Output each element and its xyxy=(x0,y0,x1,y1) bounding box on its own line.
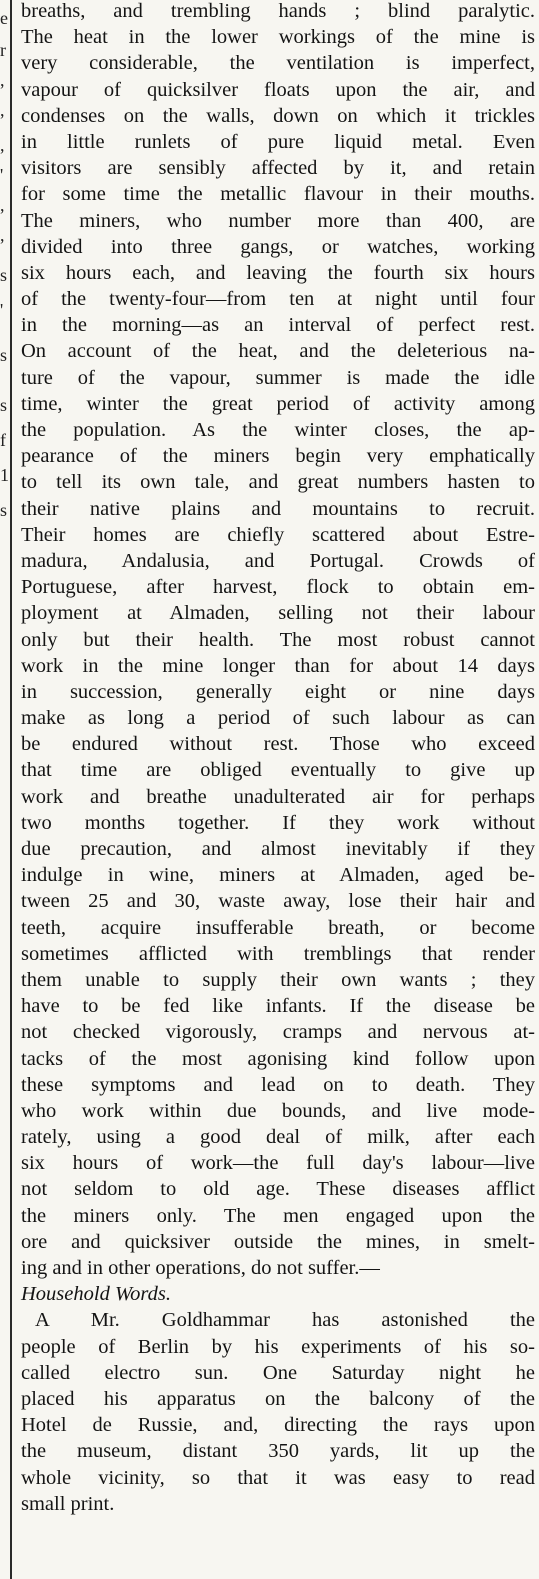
text-line: in succession, generally eight or nine days xyxy=(21,680,535,703)
margin-fragment: s xyxy=(0,500,8,520)
text-line: teeth, acquire insufferable breath, or become xyxy=(21,916,535,939)
text-line: very considerable, the ventilation is imperfect, xyxy=(21,52,535,75)
text-line: make as long a period of such labour as can xyxy=(21,707,535,730)
text-line: On account of the heat, and the deleterious na- xyxy=(21,340,535,363)
text-line: Portuguese, after harvest, flock to obtain em- xyxy=(21,576,535,599)
text-line: whole vicinity, so that it was easy to read xyxy=(21,1466,535,1489)
text-line: in little runlets of pure liquid metal. Even xyxy=(21,130,535,153)
margin-fragment: , xyxy=(0,135,5,155)
margin-fragment: s xyxy=(0,395,8,415)
margin-fragment: s xyxy=(0,265,8,285)
text-line: work and breathe unadulterated air for perhaps xyxy=(21,785,535,808)
text-line: indulge in wine, miners at Almaden, aged be- xyxy=(21,864,535,887)
margin-fragment: , xyxy=(0,225,5,245)
text-line: the miners only. The men engaged upon the xyxy=(21,1204,535,1227)
text-line: Their homes are chiefly scattered about Estre- xyxy=(21,523,535,546)
text-line: small print. xyxy=(21,1492,115,1515)
text-line: vapour of quicksilver floats upon the air, and xyxy=(21,78,535,101)
paragraph-electro-sun xyxy=(21,1307,535,1517)
text-line: ing and in other operations, do not suffer.— xyxy=(21,1257,380,1279)
text-line: divided into three gangs, or watches, working xyxy=(21,235,535,258)
text-line: six hours of work—the full day's labour—live xyxy=(21,1152,535,1175)
text-line: not seldom to old age. These diseases afflict xyxy=(21,1178,535,1201)
text-line: ore and quicksiver outside the mines, in smelt- xyxy=(21,1230,535,1253)
text-line: people of Berlin by his experiments of his so- xyxy=(21,1335,535,1358)
text-line: tacks of the most agonising kind follow upon xyxy=(21,1047,535,1070)
text-line: ployment at Almaden, selling not their labour xyxy=(21,602,535,625)
text-line: the population. As the winter closes, the ap- xyxy=(21,419,535,441)
text-line: madura, Andalusia, and Portugal. Crowds of xyxy=(21,549,535,572)
text-line: A Mr. Goldhammar has astonished the xyxy=(35,1309,535,1332)
text-line: be endured without rest. Those who exceed xyxy=(21,733,535,756)
text-line: work in the mine longer than for about 14 days xyxy=(21,654,535,677)
text-column xyxy=(21,0,535,1517)
text-line: the museum, distant 350 yards, lit up the xyxy=(21,1440,535,1463)
text-line: pearance of the miners begin very emphatically xyxy=(21,445,535,468)
text-line: in the morning—as an interval of perfect rest. xyxy=(21,314,535,337)
text-line: only but their health. The most robust cannot xyxy=(21,628,535,651)
text-line: them unable to supply their own wants ; they xyxy=(21,968,535,991)
text-line: visitors are sensibly affected by it, and retain xyxy=(21,157,535,180)
margin-fragment: ' xyxy=(0,165,4,185)
text-line: sometimes afflicted with tremblings that render xyxy=(21,942,535,965)
margin-fragment: e xyxy=(0,8,8,28)
text-line: tween 25 and 30, waste away, lose their hair and xyxy=(21,890,535,913)
text-line: to tell its own tale, and great numbers hasten to xyxy=(21,471,535,494)
text-line: Hotel de Russie, and, directing the rays upon xyxy=(21,1414,535,1437)
text-line: who work within due bounds, and live mode- xyxy=(21,1099,535,1122)
text-line: breaths, and trembling hands ; blind paralytic. xyxy=(21,0,535,22)
text-line: of the twenty-four—from ten at night until four xyxy=(21,288,535,311)
text-line: that time are obliged eventually to give up xyxy=(21,759,535,782)
text-line: ture of the vapour, summer is made the idle xyxy=(21,366,535,389)
text-line: their native plains and mountains to recruit. xyxy=(21,497,535,520)
text-line: for some time the metallic flavour in their mouths. xyxy=(21,183,535,206)
margin-fragment: , xyxy=(0,195,5,215)
text-line: placed his apparatus on the balcony of the xyxy=(21,1387,535,1410)
text-line: called electro sun. One Saturday night he xyxy=(21,1361,535,1384)
text-line: not checked vigorously, cramps and nervous at- xyxy=(21,1021,535,1044)
margin-fragment: r xyxy=(0,40,6,60)
margin-fragment: ' xyxy=(0,300,4,320)
margin-fragment: , xyxy=(0,70,5,90)
source-line: Household Words. xyxy=(21,1283,171,1306)
text-line: these symptoms and lead on to death. They xyxy=(21,1073,535,1096)
margin-fragment: s xyxy=(0,345,8,365)
text-line: rately, using a good deal of milk, after each xyxy=(21,1126,535,1149)
text-line: condenses on the walls, down on which it trickles xyxy=(21,104,535,127)
margin-fragment: f xyxy=(0,430,6,450)
text-line: The heat in the lower workings of the mine is xyxy=(21,26,535,49)
paragraph-almaden-miners xyxy=(21,0,535,1281)
text-line: two months together. If they work without xyxy=(21,811,535,834)
text-line: The miners, who number more than 400, are xyxy=(21,209,535,232)
margin-fragment: 1 xyxy=(0,465,9,485)
text-line: time, winter the great period of activity among xyxy=(21,392,535,415)
margin-fragment: , xyxy=(0,100,5,120)
text-line: due precaution, and almost inevitably if they xyxy=(21,838,535,860)
column-rule xyxy=(10,0,12,1579)
text-line: six hours each, and leaving the fourth six hours xyxy=(21,261,535,284)
text-line: have to be fed like infants. If the disease be xyxy=(21,995,535,1018)
